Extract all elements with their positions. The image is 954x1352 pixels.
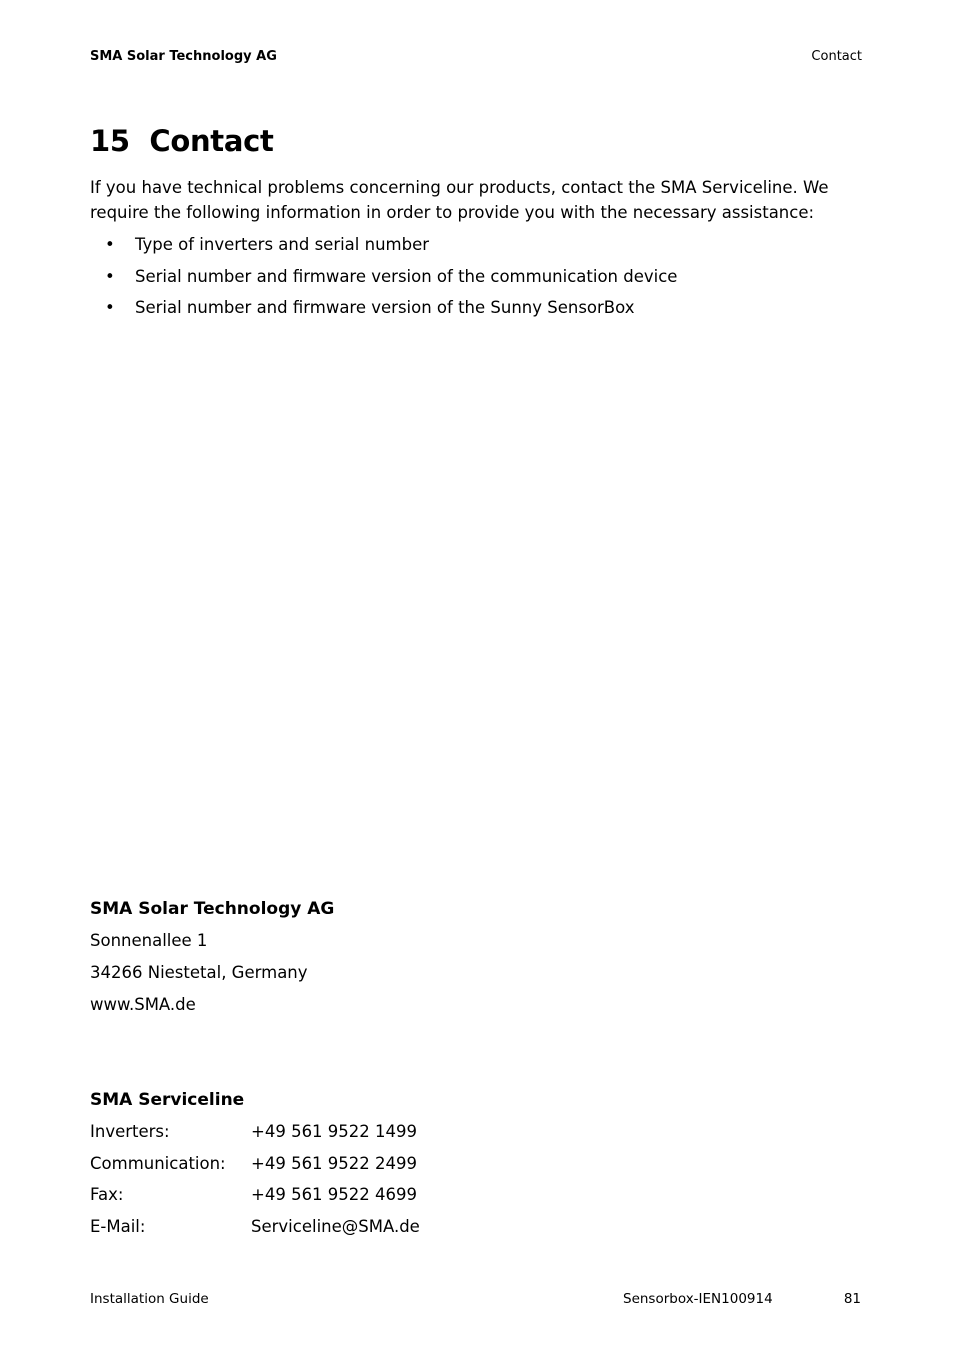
serviceline-heading: SMA Serviceline — [90, 1090, 245, 1110]
running-header-company: SMA Solar Technology AG — [90, 49, 277, 64]
serviceline-label-email: E-Mail: — [90, 1217, 146, 1236]
bullet-icon: • — [105, 298, 115, 317]
serviceline-email-link[interactable]: Serviceline@SMA.de — [251, 1217, 420, 1236]
required-info-list — [90, 232, 677, 327]
company-street: Sonnenallee 1 — [90, 931, 208, 950]
chapter-number: 15 — [90, 124, 130, 158]
chapter-title: Contact — [149, 124, 274, 158]
serviceline-fax-number: +49 561 9522 4699 — [251, 1185, 418, 1204]
serviceline-phone-communication: +49 561 9522 2499 — [251, 1154, 418, 1173]
serviceline-label-fax: Fax: — [90, 1185, 124, 1204]
list-item-text: Serial number and firmware version of the Sunny SensorBox — [135, 298, 635, 317]
serviceline-label-inverters: Inverters: — [90, 1122, 170, 1141]
serviceline-label-communication: Communication: — [90, 1154, 226, 1173]
company-name: SMA Solar Technology AG — [90, 899, 335, 919]
list-item — [90, 232, 677, 264]
company-website-link[interactable]: www.SMA.de — [90, 995, 196, 1014]
bullet-icon: • — [105, 266, 115, 286]
list-item — [90, 264, 677, 296]
bullet-icon: • — [105, 235, 115, 254]
footer-page-number: 81 — [843, 1291, 861, 1307]
list-item — [90, 295, 677, 327]
company-city: 34266 Niestetal, Germany — [90, 963, 308, 982]
list-item-text: Serial number and firmware version of the communication device — [135, 266, 678, 286]
footer-doc-type: Installation Guide — [90, 1291, 209, 1307]
list-item-text: Type of inverters and serial number — [135, 235, 430, 254]
footer-doc-code: Sensorbox-IEN100914 — [623, 1291, 773, 1307]
serviceline-phone-inverters: +49 561 9522 1499 — [251, 1122, 418, 1141]
intro-paragraph: If you have technical problems concerning our products, contact the SMA Serviceline. We require the following information in order to provide you with the necessary assistance: — [90, 178, 829, 222]
running-header-section: Contact — [811, 49, 862, 64]
chapter-heading — [90, 124, 274, 158]
